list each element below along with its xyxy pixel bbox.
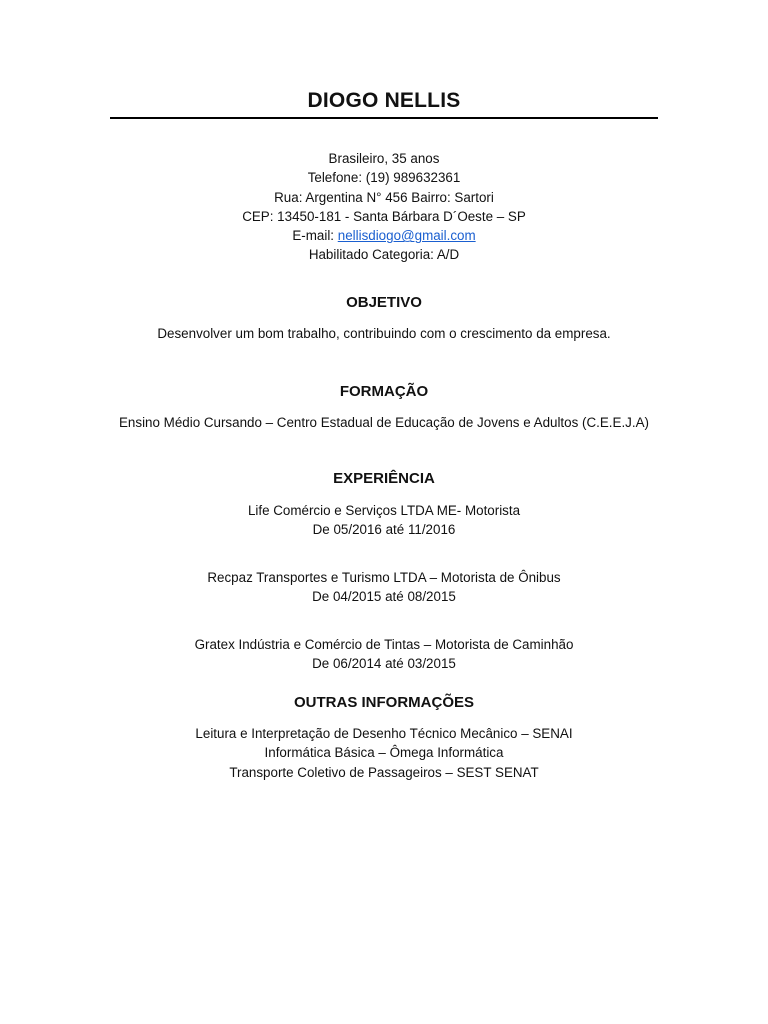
resume-name: DIOGO NELLIS <box>307 89 461 112</box>
email-link[interactable]: nellisdiogo@gmail.com <box>337 228 476 244</box>
phone-line: Telefone: (19) 989632361 <box>307 170 461 186</box>
license-line: Habilitado Categoria: A/D <box>308 247 460 263</box>
cep-line: CEP: 13450-181 - Santa Bárbara D´Oeste – SP <box>242 208 526 224</box>
experience-item <box>80 501 688 540</box>
education-text-block <box>80 413 688 432</box>
objective-heading: OBJETIVO <box>346 294 422 311</box>
personal-info-block <box>80 149 688 265</box>
experience-period: De 05/2016 até 11/2016 <box>312 522 456 538</box>
experience-role: Life Comércio e Serviços LTDA ME- Motorista <box>247 503 521 518</box>
objective-text-block <box>80 324 688 343</box>
experience-period: De 04/2015 até 08/2015 <box>312 589 456 605</box>
other-info-block <box>80 724 688 782</box>
education-text: Ensino Médio Cursando – Centro Estadual de Educação de Jovens e Adultos (C.E.E.J.A) <box>119 415 649 430</box>
other-info-heading: OUTRAS INFORMAÇÕES <box>294 694 474 711</box>
experience-heading: EXPERIÊNCIA <box>333 470 435 487</box>
objective-text: Desenvolver um bom trabalho, contribuindo com o crescimento da empresa. <box>157 326 611 341</box>
experience-item <box>80 635 688 674</box>
other-info-item: Informática Básica – Ômega Informática <box>264 745 504 761</box>
experience-role: Gratex Indústria e Comércio de Tintas – Motorista de Caminhão <box>194 637 574 652</box>
nationality-age: Brasileiro, 35 anos <box>328 151 440 166</box>
experience-role: Recpaz Transportes e Turismo LTDA – Motorista de Ônibus <box>207 570 561 585</box>
experience-period: De 06/2014 até 03/2015 <box>312 656 456 672</box>
other-info-item: Leitura e Interpretação de Desenho Técnico Mecânico – SENAI <box>195 726 573 741</box>
email-line <box>80 226 688 245</box>
title-underline-divider <box>110 117 658 119</box>
education-heading: FORMAÇÃO <box>339 383 429 400</box>
address-line: Rua: Argentina N° 456 Bairro: Sartori <box>274 189 494 205</box>
email-label: E-mail: <box>292 228 338 244</box>
experience-item <box>80 568 688 607</box>
other-info-item: Transporte Coletivo de Passageiros – SEST SENAT <box>229 764 539 780</box>
